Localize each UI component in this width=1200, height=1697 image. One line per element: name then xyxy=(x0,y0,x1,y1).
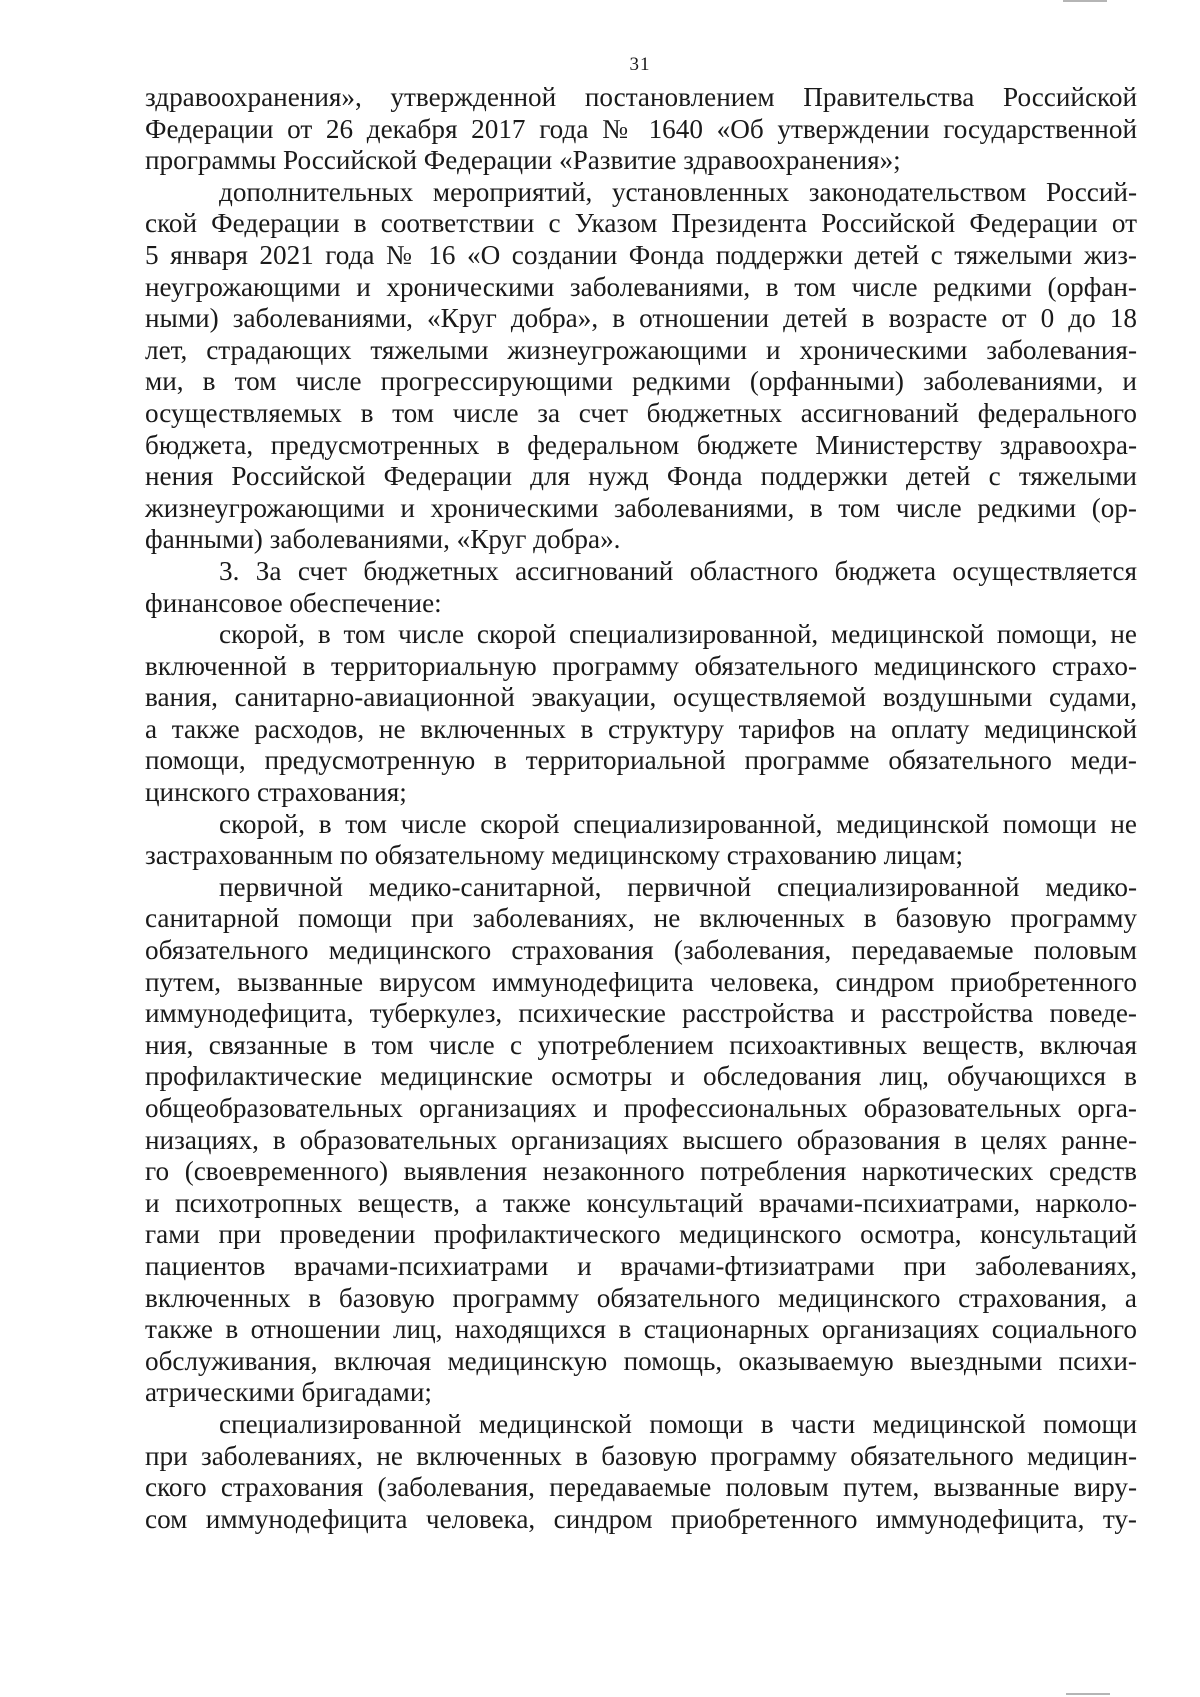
text-line: застрахованным по обязательному медицинскому страхованию лицам; xyxy=(145,840,964,871)
text-line: го (своевременного) выявления незаконного потребления наркотических средств xyxy=(145,1156,1137,1187)
text-line: ными) заболеваниями, «Круг добра», в отношении детей в возрасте от 0 до 18 xyxy=(145,303,1137,334)
text-line: здравоохранения», утвержденной постановлением Правительства Российской xyxy=(145,82,1137,112)
text-line: пациентов врачами-психиатрами и врачами-фтизиатрами при заболеваниях, xyxy=(145,1250,1137,1281)
text-line: иммунодефицита, туберкулез, психические расстройства и расстройства поведе- xyxy=(145,998,1137,1029)
text-line: неугрожающими и хроническими заболеваниями, в том числе редкими (орфан- xyxy=(145,271,1137,302)
text-line: низациях, в образовательных организациях высшего образования в целях ранне- xyxy=(145,1124,1137,1155)
text-line: цинского страхования; xyxy=(145,777,407,808)
text-line: включенной в территориальную программу обязательного медицинского страхо- xyxy=(145,650,1137,681)
text-line: ния, связанные в том числе с употреблением психоактивных веществ, включая xyxy=(145,1029,1137,1060)
text-line: бюджета, предусмотренных в федеральном бюджете Министерству здравоохра- xyxy=(145,429,1137,460)
text-line: гами при проведении профилактического медицинского осмотра, консультаций xyxy=(145,1219,1137,1250)
text-line: 3. За счет бюджетных ассигнований областного бюджета осуществляется xyxy=(219,555,1137,586)
text-line: а также расходов, не включенных в структуру тарифов на оплату медицинской xyxy=(145,713,1137,744)
text-line: также в отношении лиц, находящихся в стационарных организациях социального xyxy=(145,1314,1137,1345)
text-line: 5 января 2021 года № 16 «О создании Фонда поддержки детей с тяжелыми жиз- xyxy=(145,239,1137,270)
text-line: дополнительных мероприятий, установленных законодательством Россий- xyxy=(219,176,1137,207)
scan-artifact-top xyxy=(1063,0,1107,2)
text-line: вания, санитарно-авиационной эвакуации, осуществляемой воздушными судами, xyxy=(145,682,1137,713)
text-line: скорой, в том числе скорой специализированной, медицинской помощи, не xyxy=(219,619,1137,650)
scan-artifact-bottom xyxy=(1066,1693,1110,1695)
body-text xyxy=(145,82,1137,1535)
text-line: профилактические медицинские осмотры и обследования лиц, обучающихся в xyxy=(145,1061,1137,1092)
page-number: 31 xyxy=(629,54,651,75)
text-line: Федерации от 26 декабря 2017 года № 1640 «Об утверждении государственной xyxy=(145,113,1137,144)
text-line: специализированной медицинской помощи в части медицинской помощи xyxy=(219,1408,1137,1439)
text-line: первичной медико-санитарной, первичной специализированной медико- xyxy=(219,871,1137,902)
text-line: финансовое обеспечение: xyxy=(145,587,442,618)
text-line: ской Федерации в соответствии с Указом Президента Российской Федерации от xyxy=(145,208,1137,239)
text-line: санитарной помощи при заболеваниях, не включенных в базовую программу xyxy=(145,903,1137,934)
text-line: путем, вызванные вирусом иммунодефицита человека, синдром приобретенного xyxy=(145,966,1137,997)
text-line: фанными) заболеваниями, «Круг добра». xyxy=(145,524,621,555)
text-line: обязательного медицинского страхования (заболевания, передаваемые половым xyxy=(145,935,1137,966)
text-line: обслуживания, включая медицинскую помощь, оказываемую выездными психи- xyxy=(145,1345,1137,1376)
text-line: помощи, предусмотренную в территориальной программе обязательного меди- xyxy=(145,745,1137,776)
text-line: атрическими бригадами; xyxy=(145,1377,432,1408)
text-line: включенных в базовую программу обязательного медицинского страхования, а xyxy=(145,1282,1137,1313)
text-line: осуществляемых в том числе за счет бюджетных ассигнований федерального xyxy=(145,397,1137,428)
text-line: общеобразовательных организациях и профессиональных образовательных орга- xyxy=(145,1093,1137,1123)
text-line: программы Российской Федерации «Развитие здравоохранения»; xyxy=(145,145,901,176)
text-line: лет, страдающих тяжелыми жизнеугрожающими и хроническими заболевания- xyxy=(145,334,1137,365)
text-line: жизнеугрожающими и хроническими заболеваниями, в том числе редкими (ор- xyxy=(145,492,1137,523)
text-line: сом иммунодефицита человека, синдром приобретенного иммунодефицита, ту- xyxy=(145,1503,1137,1534)
text-line: ского страхования (заболевания, передаваемые половым путем, вызванные виру- xyxy=(145,1472,1137,1503)
text-line: при заболеваниях, не включенных в базовую программу обязательного медицин- xyxy=(145,1440,1137,1471)
text-line: ми, в том числе прогрессирующими редкими (орфанными) заболеваниями, и xyxy=(145,366,1137,397)
text-line: нения Российской Федерации для нужд Фонда поддержки детей с тяжелыми xyxy=(145,461,1137,492)
text-line: и психотропных веществ, а также консультаций врачами-психиатрами, нарколо- xyxy=(145,1187,1137,1218)
text-line: скорой, в том числе скорой специализированной, медицинской помощи не xyxy=(219,808,1137,839)
